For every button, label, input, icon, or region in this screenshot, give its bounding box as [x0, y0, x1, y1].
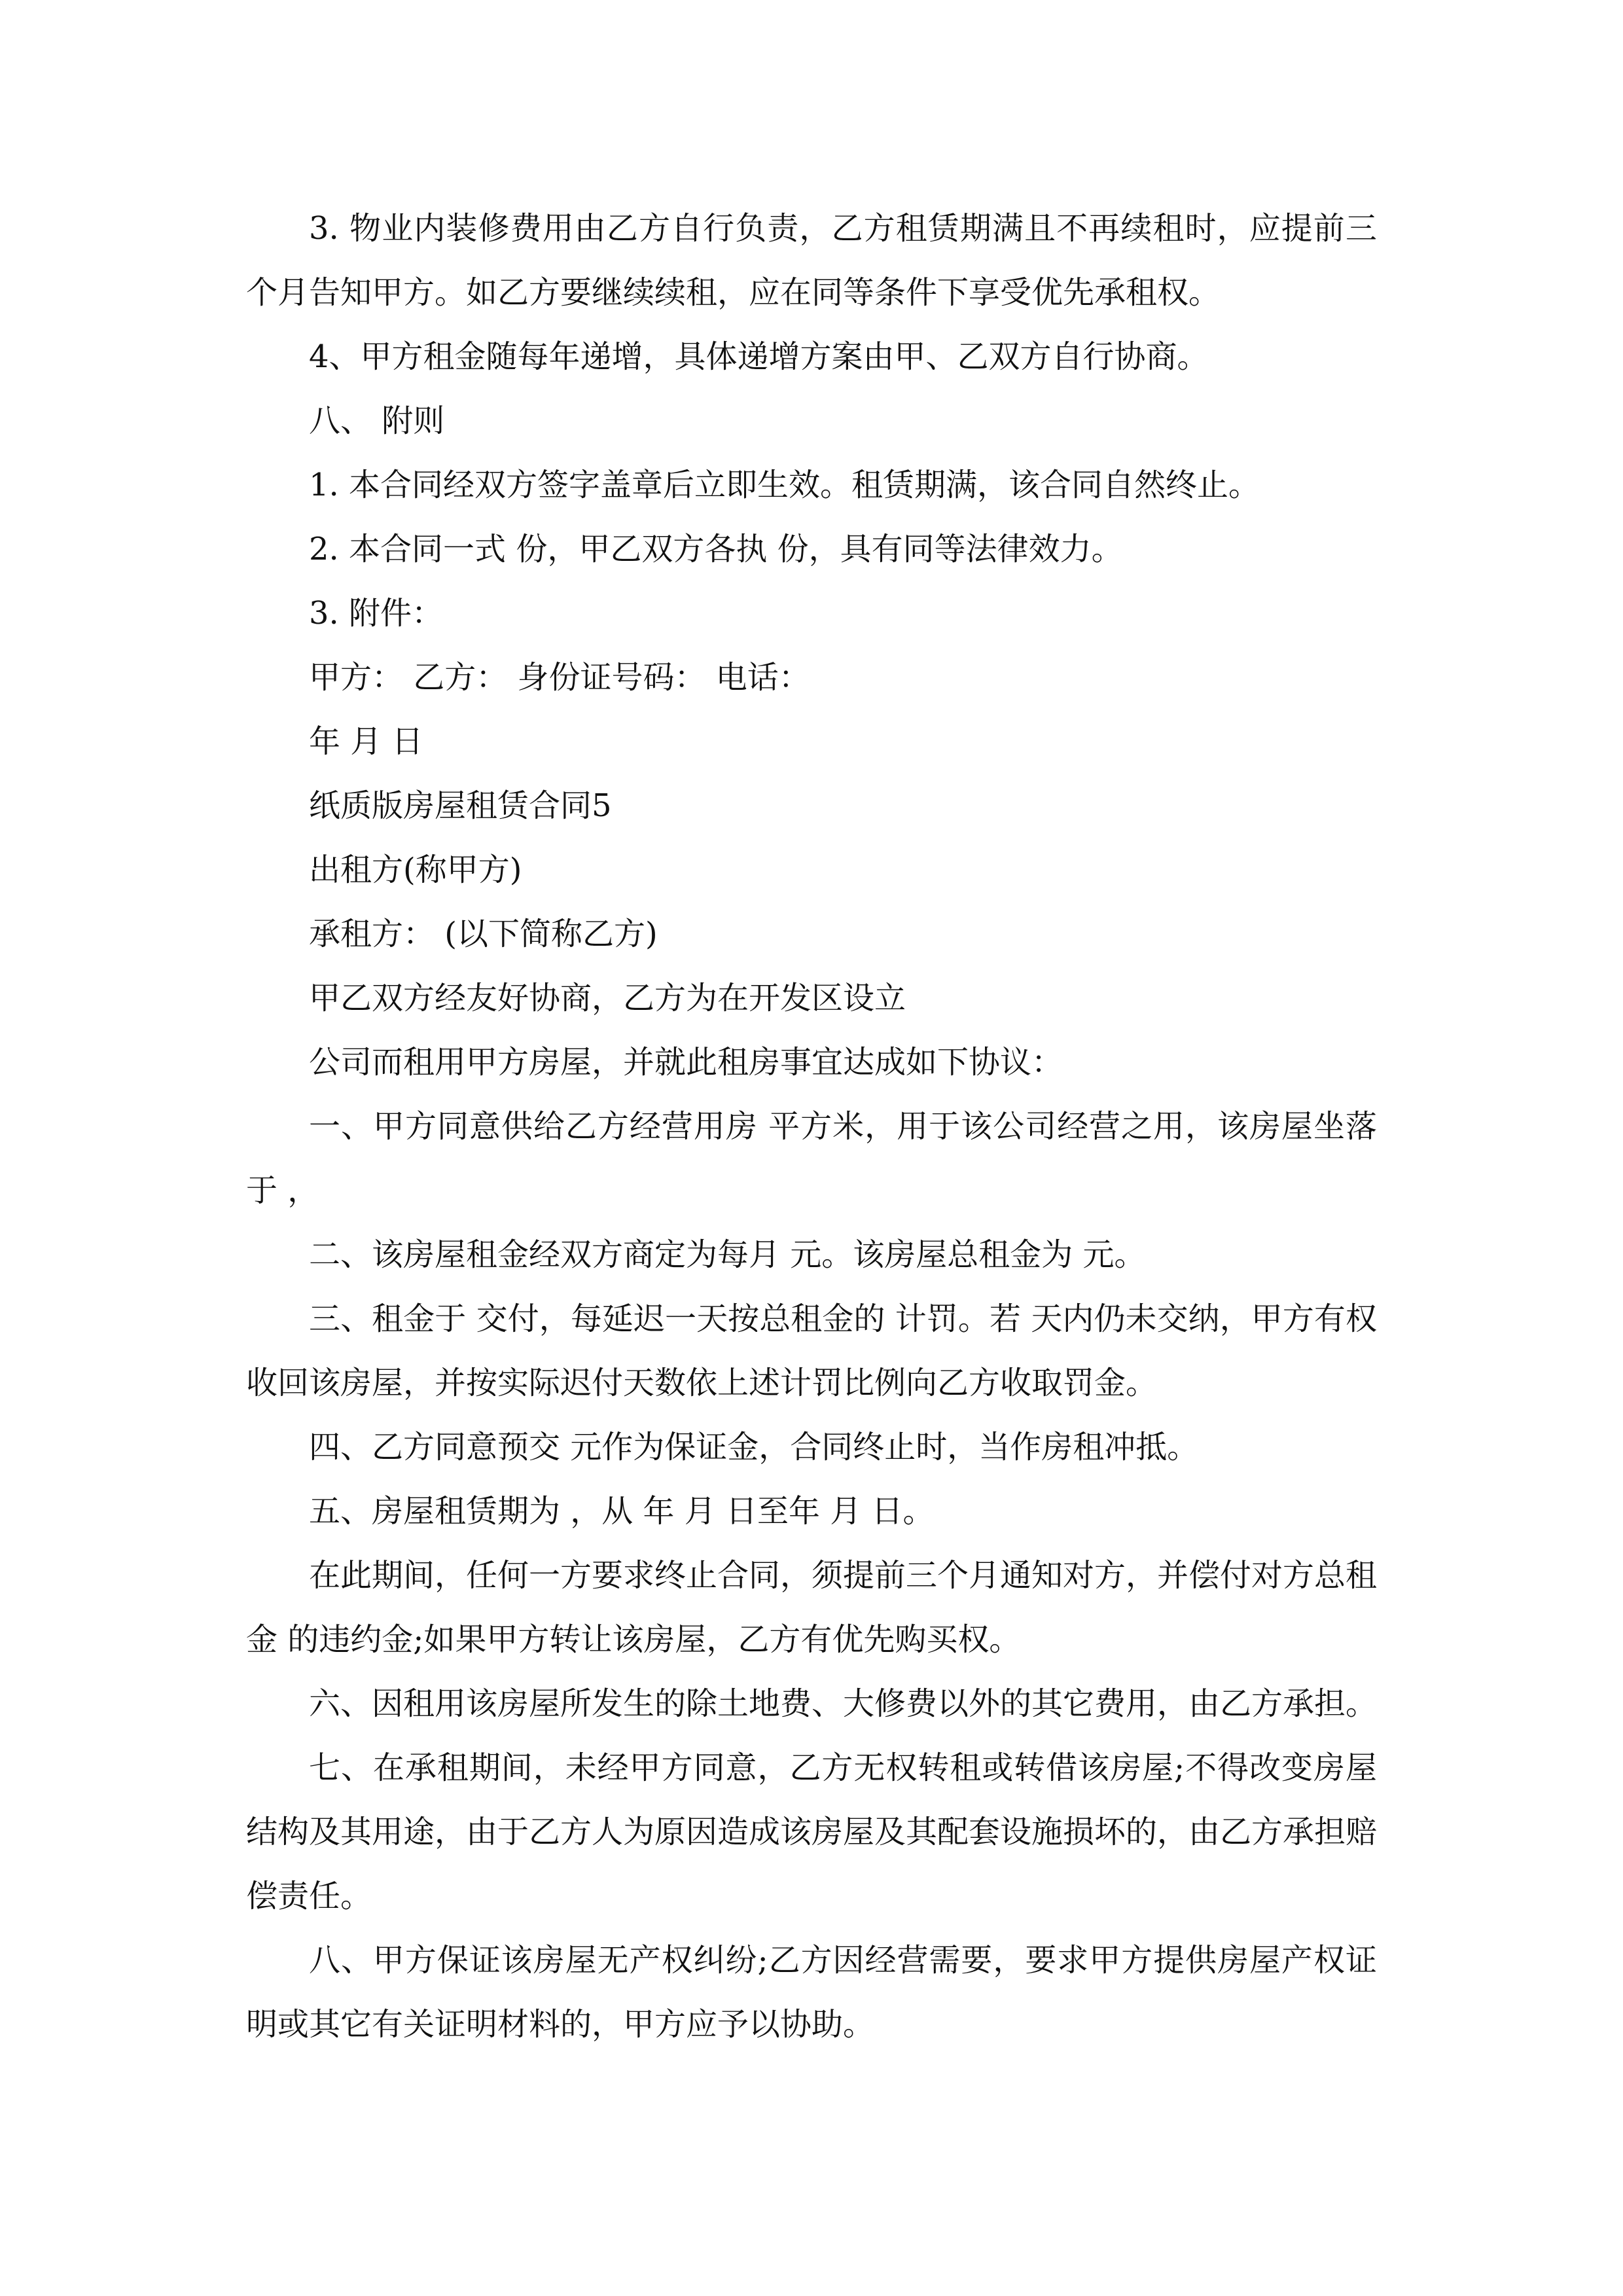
document-body [246, 196, 1377, 2056]
paragraph: 在此期间，任何一方要求终止合同，须提前三个月通知对方，并偿付对方总租金 的违约金;如果甲方转让该房屋，乙方有优先购买权。 [246, 1557, 1378, 1658]
paragraph: 2. 本合同一式 份，甲乙双方各执 份，具有同等法律效力。 [309, 531, 1123, 567]
clause: 三、租金于 交付，每延迟一天按总租金的 计罚。若 天内仍未交纳，甲方有权收回该房屋，并按实际迟付天数依上述计罚比例向乙方收取罚金。 [246, 1300, 1377, 1401]
clause: 二、该房屋租金经双方商定为每月 元。该房屋总租金为 元。 [309, 1236, 1146, 1273]
contract-title: 纸质版房屋租赁合同5 [309, 787, 612, 824]
paragraph: 甲乙双方经友好协商，乙方为在开发区设立 [309, 980, 906, 1016]
signature-line: 甲方： 乙方： 身份证号码： 电话： [309, 659, 810, 696]
clause: 一、甲方同意供给乙方经营用房 平方米，用于该公司经营之用，该房屋坐落于 ， [246, 1108, 1377, 1209]
paragraph: 3. 附件： [309, 595, 444, 632]
lessor-line: 出租方(称甲方) [309, 852, 522, 888]
clause: 七、在承租期间，未经甲方同意，乙方无权转租或转借该房屋;不得改变房屋结构及其用途，由于乙方人为原因造成该房屋及其配套设施损坏的，由乙方承担赔偿责任。 [246, 1749, 1378, 1914]
clause: 六、因租用该房屋所发生的除土地费、大修费以外的其它费用，由乙方承担。 [309, 1685, 1378, 1722]
paragraph: 3. 物业内装修费用由乙方自行负责，乙方租赁期满且不再续租时，应提前三个月告知甲方。如乙方要继续续租，应在同等条件下享受优先承租权。 [246, 210, 1377, 311]
paragraph: 4、甲方租金随每年递增，具体递增方案由甲、乙双方自行协商。 [309, 338, 1209, 375]
paragraph: 公司而租用甲方房屋，并就此租房事宜达成如下协议： [309, 1044, 1063, 1081]
clause: 四、乙方同意预交 元作为保证金，合同终止时，当作房租冲抵。 [309, 1429, 1199, 1465]
date-line: 年 月 日 [309, 723, 423, 760]
lessee-line: 承租方： (以下简称乙方) [309, 916, 658, 952]
section-heading: 八、 附则 [309, 403, 445, 439]
clause: 八、甲方保证该房屋无产权纠纷;乙方因经营需要，要求甲方提供房屋产权证明或其它有关证明材料的，甲方应予以协助。 [246, 1942, 1377, 2043]
paragraph: 1. 本合同经双方签字盖章后立即生效。租赁期满，该合同自然终止。 [309, 467, 1260, 503]
clause: 五、房屋租赁期为 ，从 年 月 日至年 月 日。 [309, 1493, 935, 1530]
